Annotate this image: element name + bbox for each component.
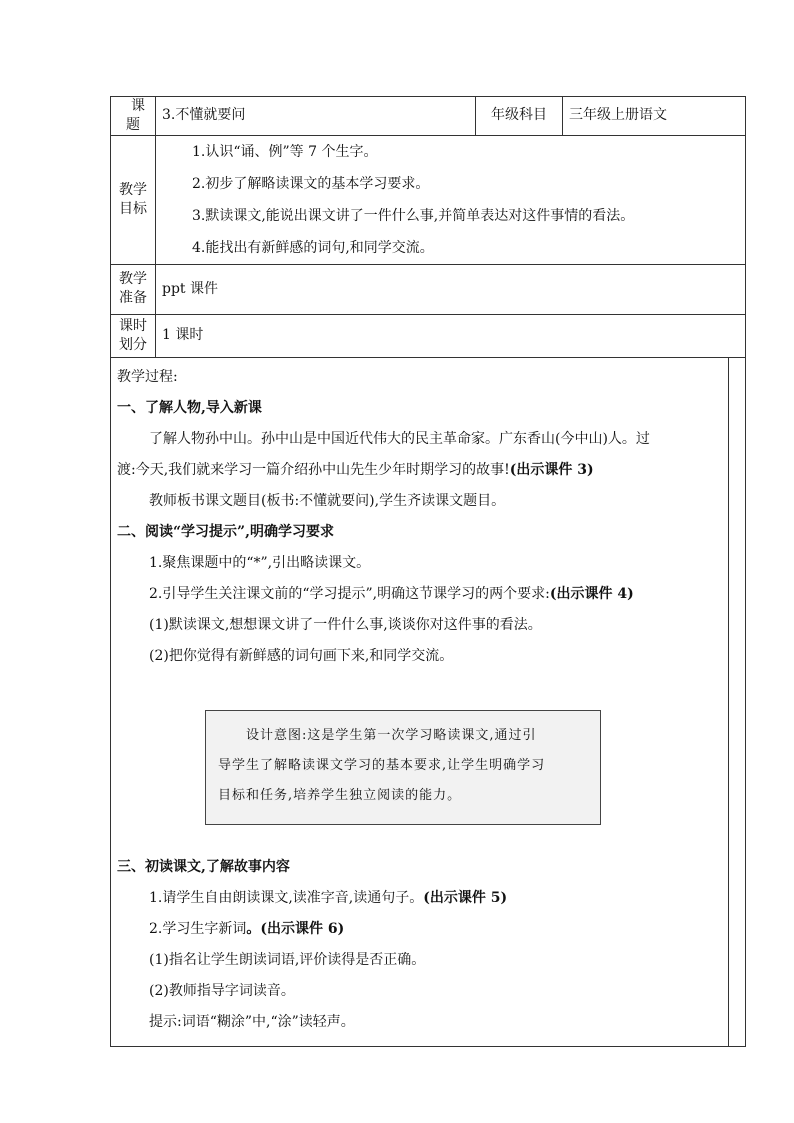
section-1-para-2: 教师板书课文题目(板书:不懂就要问),学生齐读课文题目。: [149, 492, 506, 509]
objective-item-4: 4.能找出有新鲜感的词句,和同学交流。: [192, 239, 434, 256]
design-intent-line-3: 目标和任务,培养学生独立阅读的能力。: [218, 787, 462, 803]
grade-subject-value: 三年级上册语文: [563, 97, 746, 136]
courseware-ref-3: (出示课件 3): [509, 461, 594, 478]
objectives-content: [156, 135, 746, 264]
preparation-row: [111, 264, 746, 314]
design-intent-area: [117, 672, 723, 852]
section-2-title: 二、阅读“学习提示”,明确学习要求: [117, 523, 334, 540]
teaching-process: [111, 358, 745, 1046]
preparation-value: ppt 课件: [156, 264, 746, 314]
lesson-plan-document: [110, 96, 745, 1047]
objective-item-1: 1.认识“诵、例”等 7 个生字。: [192, 143, 378, 160]
section-3-title: 三、初读课文,了解故事内容: [117, 858, 290, 875]
design-intent-box: [205, 710, 601, 825]
section-2-item-2: [117, 579, 723, 610]
section-3-sub-2: (2)教师指导字词读音。: [149, 982, 295, 999]
section-2-item-1: 1.聚焦课题中的“*”,引出略读课文。: [149, 554, 371, 571]
courseware-ref-6: 。(出示课件 6): [246, 920, 345, 937]
period-row: [111, 314, 746, 357]
section-3-sub-1: (1)指名让学生朗读词语,评价读得是否正确。: [149, 951, 426, 968]
inner-column-border: [728, 358, 745, 1046]
section-1-para-1-line-1: 了解人物孙中山。孙中山是中国近代伟大的民主革命家。广东香山(今中山)人。过: [149, 430, 650, 447]
process-cell: [111, 357, 746, 1046]
lesson-title: 3.不懂就要问: [156, 97, 476, 136]
courseware-ref-5: (出示课件 5): [423, 889, 508, 906]
preparation-label: 教学准备: [111, 264, 156, 314]
section-3-item-2: [117, 914, 723, 945]
objective-item-2: 2.初步了解略读课文的基本学习要求。: [192, 175, 430, 192]
section-3-item-1: [117, 883, 723, 914]
objectives-row: [111, 135, 746, 264]
section-1-title: 一、了解人物,导入新课: [117, 399, 262, 416]
objective-item-3: 3.默读课文,能说出课文讲了一件什么事,并简单表达对这件事情的看法。: [192, 207, 635, 224]
period-value: 1 课时: [156, 314, 746, 357]
section-2-item-2-text: 2.引导学生关注课文前的“学习提示”,明确这节课学习的两个要求:: [149, 585, 550, 602]
header-row: [111, 97, 746, 136]
design-intent-line-1: 设计意图:这是学生第一次学习略读课文,通过引: [246, 727, 537, 743]
grade-subject-label: 年级科目: [476, 97, 563, 136]
section-3-item-1-text: 1.请学生自由朗读课文,读准字音,读通句子。: [149, 889, 424, 906]
section-1-para-1-line-2: [117, 455, 723, 486]
courseware-ref-4: (出示课件 4): [549, 585, 634, 602]
lesson-label: 课 题: [111, 97, 156, 136]
design-intent-line-2: 导学生了解略读课文学习的基本要求,让学生明确学习: [218, 757, 546, 773]
section-3-tip: 提示:词语“糊涂”中,“涂”读轻声。: [149, 1013, 355, 1030]
period-label: 课时划分: [111, 314, 156, 357]
section-3-item-2-text: 2.学习生字新词: [149, 920, 247, 937]
section-1-para-1-line-2-text: 渡:今天,我们就来学习一篇介绍孙中山先生少年时期学习的故事!: [117, 461, 510, 478]
process-row: [111, 357, 746, 1046]
section-2-sub-1: (1)默读课文,想想课文讲了一件什么事,谈谈你对这件事的看法。: [149, 616, 542, 633]
objectives-label: 教学目标: [111, 135, 156, 264]
lesson-plan-table: [110, 96, 746, 1047]
section-2-sub-2: (2)把你觉得有新鲜感的词句画下来,和同学交流。: [149, 647, 454, 664]
process-heading: 教学过程:: [117, 368, 178, 385]
